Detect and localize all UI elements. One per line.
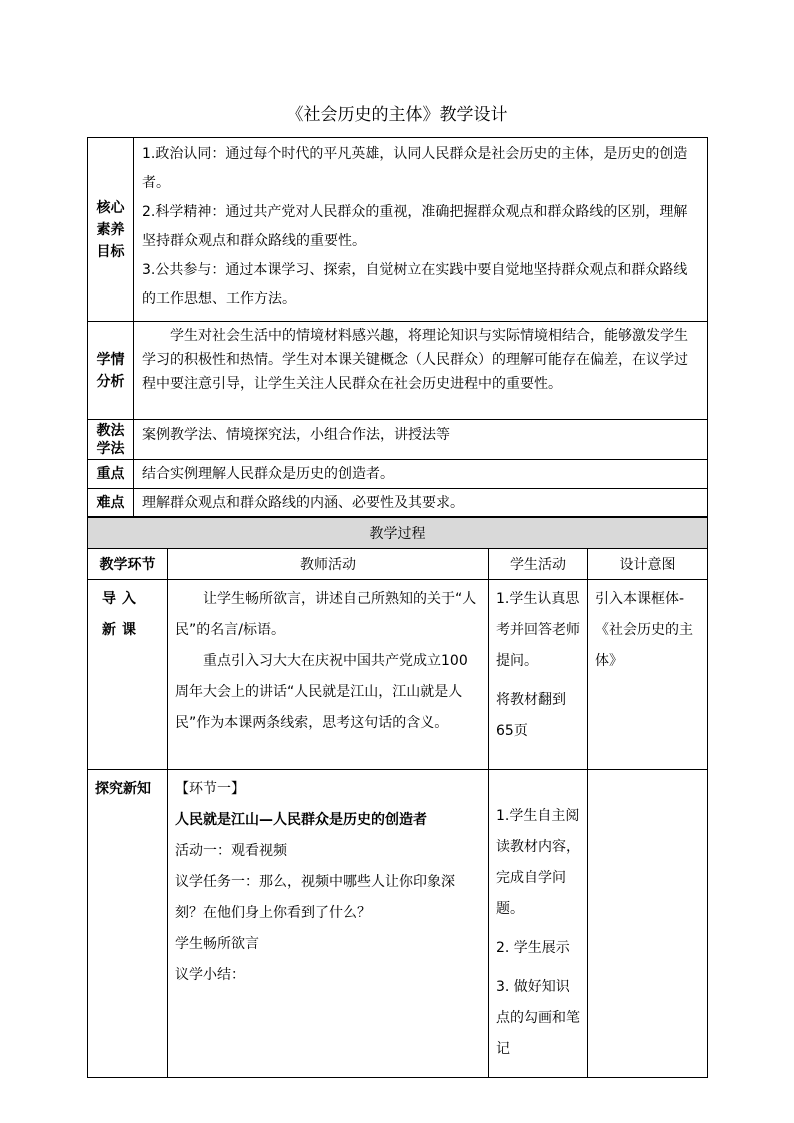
table-row [88, 580, 708, 770]
teacher-cell: 让学生畅所欲言，讲述自己所熟知的关于“人民”的名言/标语。 重点引入习大大在庆祝中国共产党成立100周年大会上的讲话“人民就是江山，江山就是人民”作为本课两条线索，思考这句话的含义。 [168, 580, 489, 770]
analysis-row [88, 322, 708, 420]
core-item: 3.公共参与：通过本课学习、探索，自觉树立在实践中要自觉地坚持群众观点和群众路线的工作思想、工作方法。 [142, 262, 688, 307]
key-label: 重点 [88, 460, 134, 489]
core-item: 2.科学精神：通过共产党对人民群众的重视，准确把握群众观点和群众路线的区别，理解坚持群众观点和群众路线的重要性。 [142, 204, 688, 249]
stage-cell: 探究新知 [88, 770, 168, 1078]
key-row [88, 460, 708, 489]
difficulty-content: 理解群众观点和群众路线的内涵、必要性及其要求。 [134, 489, 708, 517]
column-header-stage: 教学环节 [88, 549, 168, 580]
methods-label: 教法学法 [88, 420, 134, 460]
column-header-student: 学生活动 [489, 549, 588, 580]
info-table [87, 137, 708, 517]
methods-row [88, 420, 708, 460]
analysis-content: 学生对社会生活中的情境材料感兴趣，将理论知识与实际情境相结合，能够激发学生学习的积极性和热情。学生对本课关键概念（人民群众）的理解可能存在偏差，在议学过程中要注意引导，让学生关注人民群众在社会历史进程中的重要性。 [134, 322, 708, 420]
page-title: 《社会历史的主体》教学设计 [286, 105, 508, 125]
process-column-headers [88, 549, 708, 580]
student-cell: 1.学生自主阅读教材内容，完成自学问题。 2. 学生展示 3. 做好知识点的勾画和笔记 [489, 770, 588, 1078]
core-item: 1.政治认同：通过每个时代的平凡英雄，认同人民群众是社会历史的主体，是历史的创造者。 [142, 146, 688, 191]
methods-content: 案例教学法、情境探究法，小组合作法，讲授法等 [134, 420, 708, 460]
teacher-cell: 【环节一】 人民就是江山—人民群众是历史的创造者 活动一：观看视频 议学任务一：那么，视频中哪些人让你印象深刻？在他们身上你看到了什么？ 学生畅所欲言 议学小结： [168, 770, 489, 1078]
core-label: 核心素养目标 [88, 138, 134, 322]
analysis-label: 学情分析 [88, 322, 134, 420]
difficulty-row [88, 489, 708, 517]
table-row [88, 770, 708, 1078]
process-header: 教学过程 [88, 518, 708, 549]
core-row [88, 138, 708, 322]
difficulty-label: 难点 [88, 489, 134, 517]
process-table [87, 517, 708, 1078]
intent-cell [588, 770, 708, 1078]
stage-cell: 导入新课 [88, 580, 168, 770]
key-content: 结合实例理解人民群众是历史的创造者。 [134, 460, 708, 489]
intent-cell: 引入本课框体-《社会历史的主体》 [588, 580, 708, 770]
core-content [134, 138, 708, 322]
column-header-teacher: 教师活动 [168, 549, 489, 580]
column-header-intent: 设计意图 [588, 549, 708, 580]
student-cell: 1.学生认真思考并回答老师提问。 将教材翻到65页 [489, 580, 588, 770]
